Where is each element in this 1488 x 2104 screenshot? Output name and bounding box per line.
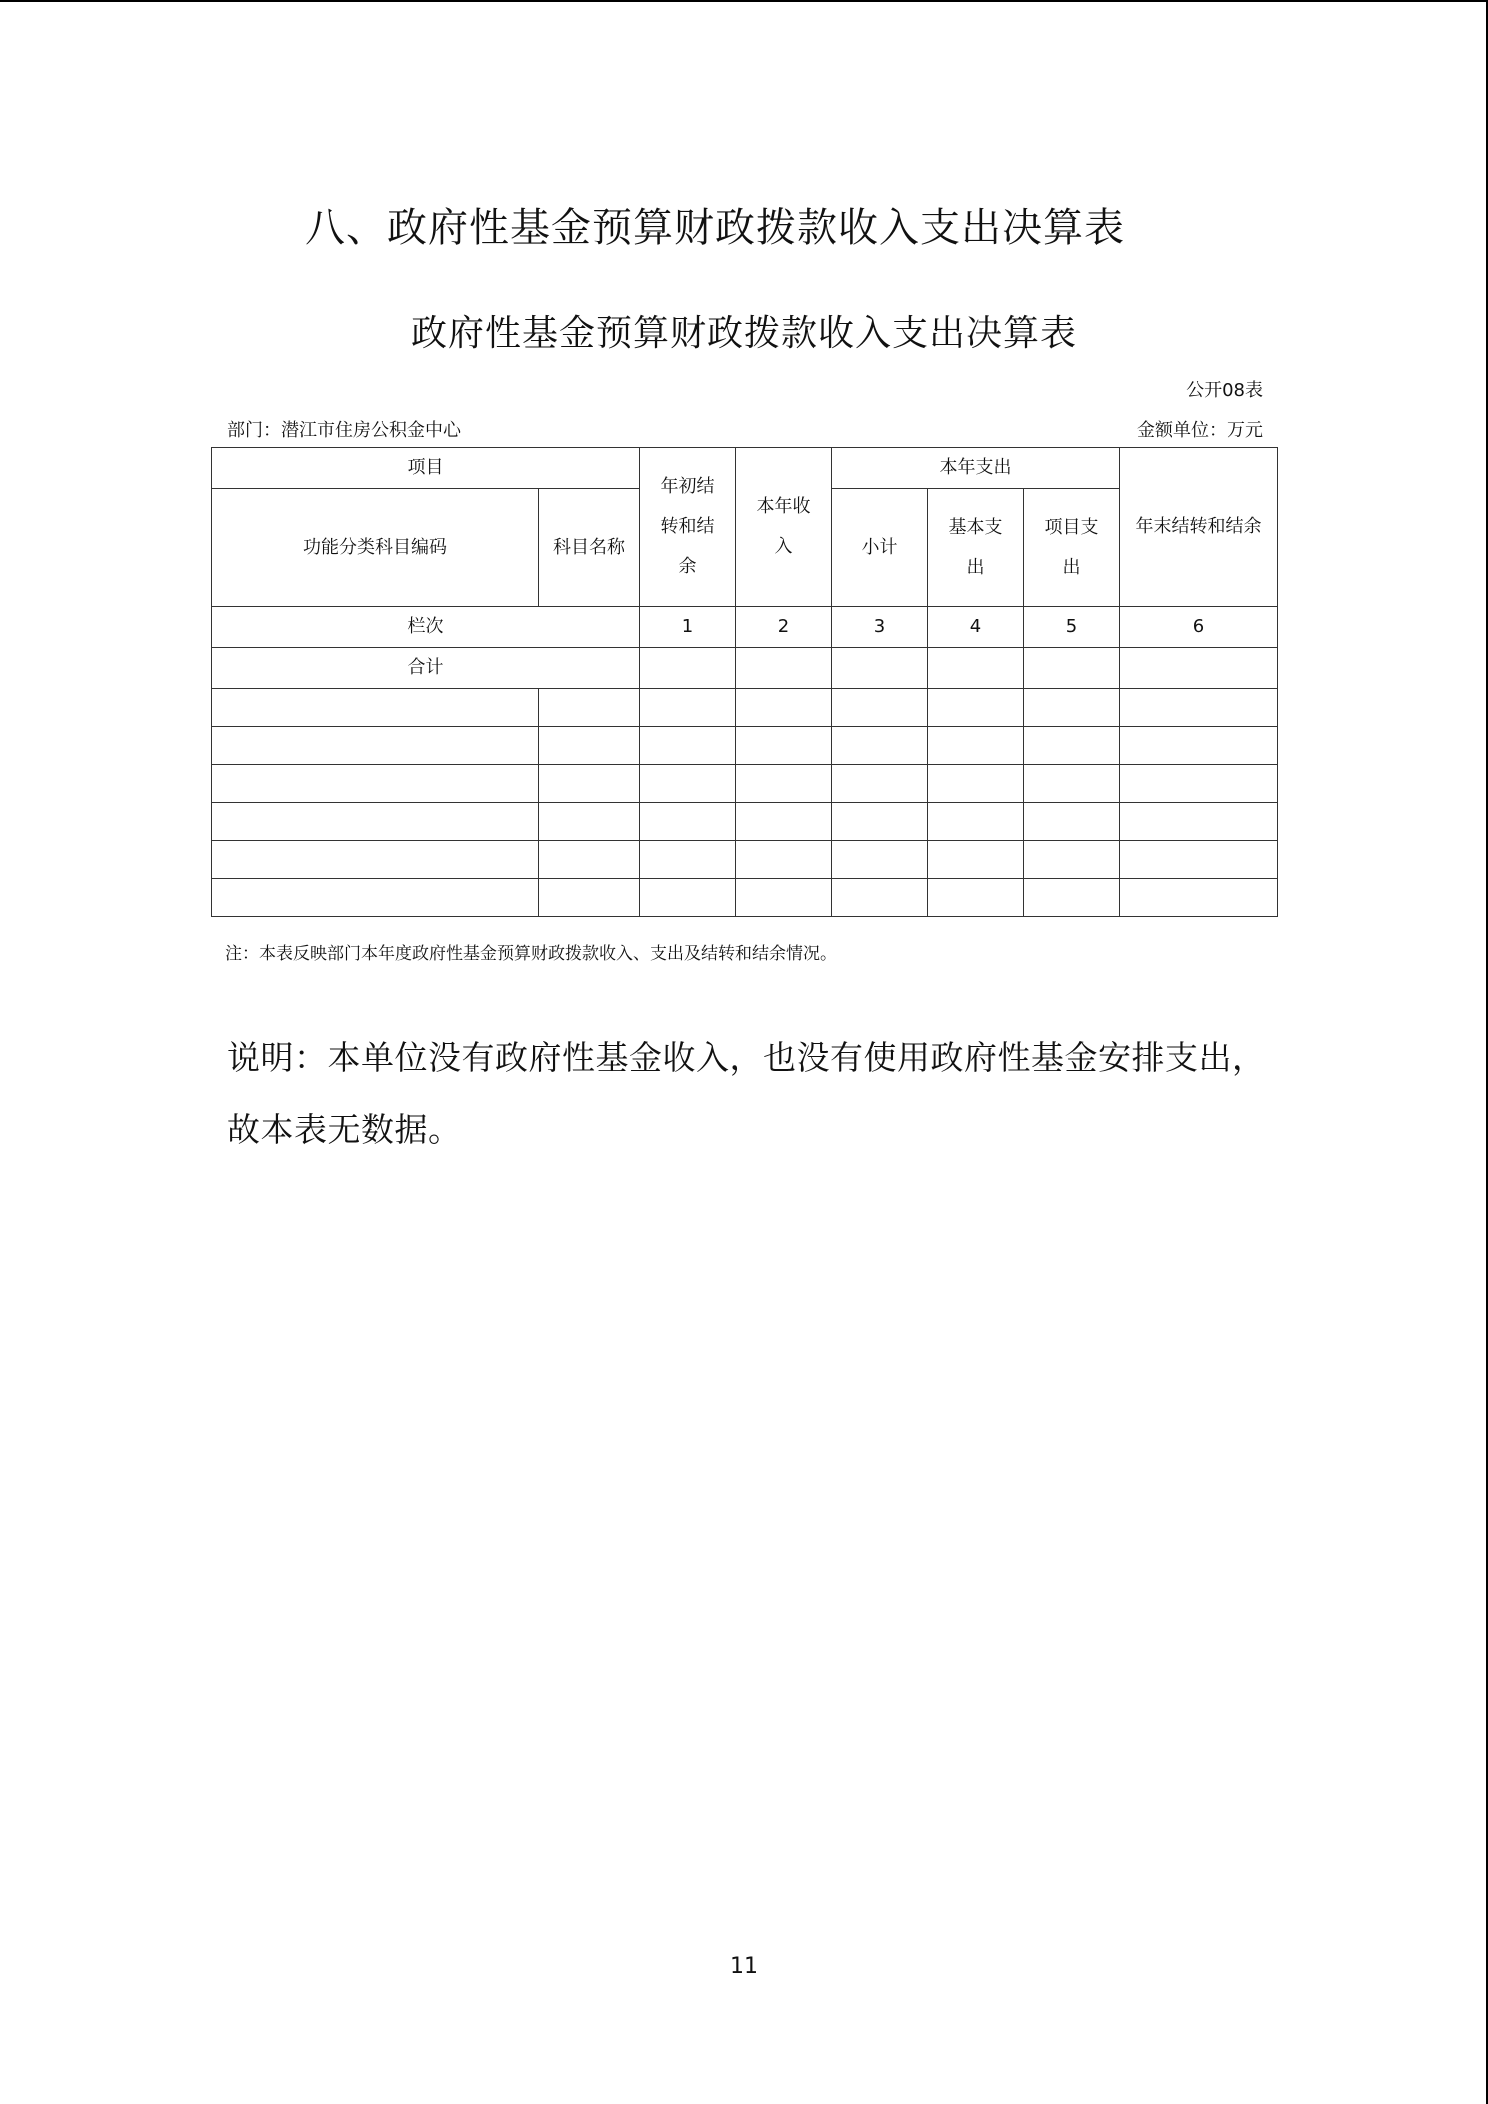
total-cell (1024, 648, 1120, 689)
table-cell (1120, 689, 1278, 727)
table-cell (736, 727, 832, 765)
table-cell (1024, 879, 1120, 917)
table-cell (928, 803, 1024, 841)
header-project-expense-line-2: 出 (1062, 556, 1081, 578)
table-cell (640, 879, 736, 917)
table-cell (539, 841, 640, 879)
table-cell (1024, 727, 1120, 765)
column-number-2: 2 (736, 607, 832, 648)
column-number-1: 1 (640, 607, 736, 648)
table-cell (1120, 803, 1278, 841)
table-cell (640, 765, 736, 803)
header-subtotal: 小计 (832, 489, 928, 607)
table-cell (640, 727, 736, 765)
header-item: 项目 (212, 448, 640, 489)
budget-table (211, 447, 1278, 917)
header-current-expense: 本年支出 (832, 448, 1120, 489)
total-label: 合计 (212, 648, 640, 689)
page-number: 11 (730, 1954, 758, 1979)
table-cell (832, 879, 928, 917)
table-title: 政府性基金预算财政拨款收入支出决算表 (410, 313, 1077, 354)
table-cell (212, 841, 539, 879)
header-opening-balance (640, 448, 736, 607)
table-row (212, 765, 1278, 803)
total-row (212, 648, 1278, 689)
column-number-label: 栏次 (212, 607, 640, 648)
explanation-text: 说明：本单位没有政府性基金收入，也没有使用政府性基金安排支出，故本表无数据。 (227, 1038, 1266, 1149)
table-cell (736, 689, 832, 727)
form-code-prefix: 公开 (1186, 380, 1223, 401)
table-cell (1120, 879, 1278, 917)
total-cell (928, 648, 1024, 689)
header-row-1 (212, 448, 1278, 489)
total-cell (832, 648, 928, 689)
table-cell (1120, 765, 1278, 803)
header-basic-expense (928, 489, 1024, 607)
column-number-3: 3 (832, 607, 928, 648)
table-cell (928, 879, 1024, 917)
table-cell (832, 727, 928, 765)
department-label: 部门：潜江市住房公积金中心 (227, 420, 461, 441)
table-cell (212, 765, 539, 803)
header-code: 功能分类科目编码 (212, 489, 539, 607)
table-cell (640, 803, 736, 841)
table-cell (928, 765, 1024, 803)
table-cell (1024, 689, 1120, 727)
table-cell (832, 765, 928, 803)
table-cell (928, 841, 1024, 879)
unit-label: 金额单位：万元 (1137, 420, 1263, 441)
column-number-5: 5 (1024, 607, 1120, 648)
table-cell (640, 689, 736, 727)
total-cell (1120, 648, 1278, 689)
section-heading: 八、政府性基金预算财政拨款收入支出决算表 (305, 205, 1125, 251)
table-cell (736, 841, 832, 879)
table-cell (1024, 841, 1120, 879)
header-opening-balance-line-3: 余 (678, 556, 697, 577)
header-project-expense (1024, 489, 1120, 607)
form-code-suffix: 表 (1245, 380, 1263, 401)
header-basic-expense-line-1: 基本支 (948, 516, 1003, 538)
table-row (212, 803, 1278, 841)
table-cell (736, 803, 832, 841)
table-cell (832, 689, 928, 727)
table-cell (832, 803, 928, 841)
table-row (212, 879, 1278, 917)
table-cell (539, 727, 640, 765)
table-row (212, 689, 1278, 727)
total-cell (736, 648, 832, 689)
table-cell (832, 841, 928, 879)
table-cell (1024, 765, 1120, 803)
total-cell (640, 648, 736, 689)
table-row (212, 841, 1278, 879)
header-closing-balance: 年末结转和结余 (1120, 448, 1278, 607)
table-cell (640, 841, 736, 879)
header-name: 科目名称 (539, 489, 640, 607)
table-cell (212, 727, 539, 765)
table-note: 注：本表反映部门本年度政府性基金预算财政拨款收入、支出及结转和结余情况。 (225, 944, 837, 964)
table-cell (928, 689, 1024, 727)
table-cell (1120, 841, 1278, 879)
header-current-income (736, 448, 832, 607)
form-code (1186, 376, 1263, 402)
header-current-income-line-2: 入 (774, 536, 793, 557)
table-row (212, 727, 1278, 765)
table-cell (1024, 803, 1120, 841)
header-current-income-line-1: 本年收 (756, 496, 811, 517)
header-opening-balance-line-2: 转和结 (660, 516, 715, 537)
table-cell (212, 803, 539, 841)
table-cell (212, 689, 539, 727)
table-cell (1120, 727, 1278, 765)
table-cell (928, 727, 1024, 765)
column-number-6: 6 (1120, 607, 1278, 648)
form-code-number: 08 (1222, 380, 1245, 401)
table-cell (539, 765, 640, 803)
table-cell (539, 879, 640, 917)
table-cell (539, 689, 640, 727)
column-number-4: 4 (928, 607, 1024, 648)
header-project-expense-line-1: 项目支 (1044, 516, 1099, 538)
table-cell (736, 879, 832, 917)
table-cell (736, 765, 832, 803)
header-basic-expense-line-2: 出 (966, 556, 985, 578)
table-cell (212, 879, 539, 917)
page-border-top (0, 0, 1488, 2)
column-number-row (212, 607, 1278, 648)
table-cell (539, 803, 640, 841)
header-opening-balance-line-1: 年初结 (660, 476, 715, 497)
